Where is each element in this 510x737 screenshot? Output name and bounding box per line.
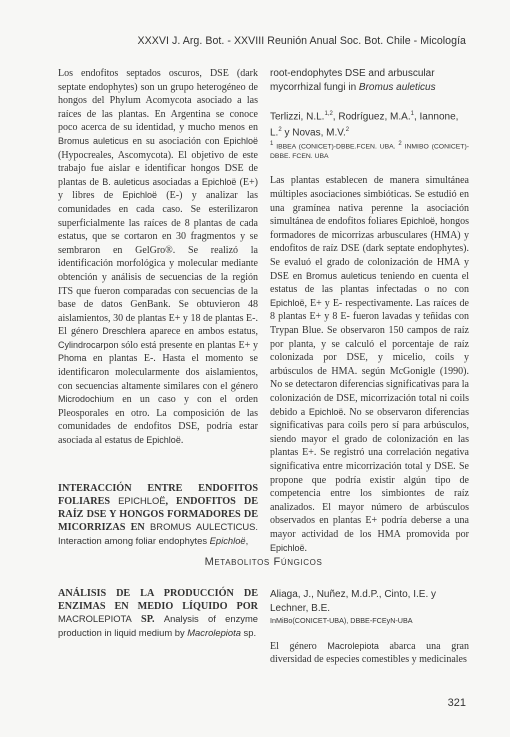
bottom-left-column (58, 588, 258, 640)
taxon-name: Epichloë (270, 297, 305, 308)
title-sans: sp. (240, 626, 257, 638)
taxon-name: Epichloë (223, 135, 258, 146)
macrolepiota-title (58, 588, 258, 640)
title-caps: SP. (131, 614, 164, 626)
text-run: . (180, 435, 184, 447)
taxon-name: B. auleticus (102, 176, 150, 187)
taxon-name: Macrolepiota (187, 626, 241, 638)
macrolepiota-affiliation: InMiBo(CONICET-UBA), DBBE-FCEyN-UBA (270, 616, 413, 626)
continued-title (270, 67, 469, 94)
text-run: , E+ y E- respectivamente. Las raíces de 8 plantas E+ y 8 E- fueron lavadas y teñidas con Trypan Blue. Se observaron 150 campos de raíz por planta, y se calculó el porcentaje de raíz colonizada por DSE, y micelio, coils y arbúsculos de HMA. según McGonigle (1990). No se detectaron diferencias significativas para la colonización de DSE, micorrización total ni coils debido a (270, 297, 469, 418)
running-header: XXXVI J. Arg. Bot. - XXVIII Reunión Anual Soc. Bot. Chile - Micología (137, 35, 466, 47)
text-run: sólo está presente en plantas E+ y (118, 339, 258, 351)
taxon-name: Bromus auleticus (58, 135, 129, 146)
text-run: asociadas a (149, 176, 202, 188)
title-caps: ANÁLISIS DE LA PRODUCCIÓN DE ENZIMAS EN MEDIO LÍQUIDO POR (58, 588, 258, 612)
section-heading: Metabolitos Fúngicos (204, 556, 323, 568)
macrolepiota-authors: Aliaga, J., Nuñez, M.d.P., Cinto, I.E. y Lechner, B.E. (270, 589, 437, 614)
title-sans: , (245, 535, 249, 546)
taxon-name: Microdochium (58, 394, 115, 405)
left-column (58, 67, 258, 549)
taxon-name: Epichloë (201, 176, 237, 187)
text-run: en plantas E-. Hasta el momento se identificaron molecularmente dos aislamientos, con secuencias altamente similares con el género (58, 353, 258, 392)
text-run: Las plantas establecen de manera simultánea múltiples asociaciones simbióticas. Se estudió en una gramínea nativa perenne la asociación simultánea de endofitos foliares (270, 175, 469, 228)
text-run: El género (270, 640, 328, 652)
text-run: . No se observaron diferencias significativas para coils pero sí para arbúsculos, siendo mayor el grado de colonización en las plantas E+. Se registró una correlación negativa significativa entre micorrización total y DSE. Se propone que podría existir algún tipo de competencia entre los simbiontes de raíz analizados. El mayor número de arbúsculos observados en plantas E+ podría deberse a una mayor actividad de los HMA promovida por (270, 406, 469, 540)
affiliations: $^1$ IBBEA (CONICET)-DBBE.FCEN. UBA. $^2$ INMIBO (CONICET)-DBBE. FCEN. UBA (270, 141, 469, 160)
title-caps: INTERACCIÓN ENTRE ENDOFITOS FOLIARES (58, 482, 258, 508)
taxon-name: Bromus auleticus (358, 81, 436, 93)
title-sans: Analysis of enzyme production in liquid medium by (58, 613, 258, 638)
taxon-name: Bromus auleticus (306, 270, 377, 281)
text-run: Los endofitos septados oscuros, DSE (dark septate endophytes) son un grupo heterogéneo de hongos del Phylum Acomycota asociado a las raíces de las plantas. En Argentina se conoce poco acerca de su identidad, y mucho menos en (58, 68, 258, 134)
title-sans: BROMUS AULECTICUS (150, 521, 256, 533)
text-run: (E+) y libres de (58, 176, 258, 202)
text-run: teniendo en cuenta el estatus de las plantas infectadas o no con (270, 270, 469, 296)
text-run: (E-) y analizar las comunidades en cada caso. Se esterilizaron superficialmente las raíces de 8 plantas de cada estatus, que se cortaron en 30 fragmentos y se sembraron en GelGro®. Se realizó la identificación morfológica y molecular mediante obtención y análisis de secuencias de la región ITS que fueron comparadas con secuencias de la base de datos GenBank. Se obtuvieron 48 aislamientos, 30 de plantas E+ y 18 de plantas E-. El género (58, 190, 258, 338)
text-run: . (304, 542, 308, 554)
interaction-abstract (270, 174, 469, 555)
macrolepiota-intro (270, 640, 469, 667)
page-number: 321 (447, 697, 466, 709)
taxon-name: Phoma (58, 353, 87, 364)
authors: Terlizzi, N.L.$^{1,2}$, Rodríguez, M.A.$^1$, Iannone, L.$^2$ y Novas, M.V.$^2$ (270, 111, 459, 139)
title-sans: . Interaction among foliar endophytes (58, 521, 258, 546)
bottom-right-column (270, 588, 469, 667)
dse-abstract (58, 67, 258, 448)
text-run: en un caso y con el orden Pleosporales en otro. La composición de las comunidades de endofitos DSE, podría estar asociada al estatus de (58, 394, 258, 447)
title-sans: MACROLEPIOTA (58, 613, 132, 625)
taxon-name: Cylindrocarpon (58, 339, 119, 350)
taxon-name: Epichloë (122, 190, 158, 201)
text-run: root-endophytes DSE and arbuscular mycorrhizal fungi in (270, 68, 435, 93)
right-column (270, 67, 469, 555)
taxon-name: Epichloë (209, 535, 246, 546)
title-caps: , ENDOFITOS DE RAÍZ DSE Y HONGOS FORMADORES DE MICORRIZAS EN (58, 496, 258, 534)
taxon-name: Epichloë (146, 435, 181, 446)
text-run: aparece en ambos estatus, (145, 326, 258, 338)
text-run: abarca una gran diversidad de especies comestibles y medicinales (270, 640, 469, 666)
taxon-name: Epichloë (308, 406, 344, 417)
taxon-name: Epichloë (400, 216, 435, 227)
taxon-name: Macrolepiota (327, 640, 379, 651)
text-run: en su asociación con (128, 135, 224, 147)
title-sans: EPICHLOË (118, 495, 166, 507)
interaction-title (58, 483, 258, 549)
taxon-name: Epichloë (270, 542, 305, 553)
text-run: , hongos formadores de micorrizas arbusculares (HMA) y endofitos de raíz DSE (dark septate endophytes). Se evaluó el grado de colonización de HMA y DSE en (270, 216, 469, 282)
taxon-name: Dreschlera (102, 326, 146, 337)
text-run: (Hypocreales, Ascomycota). El objetivo de este trabajo fue aislar e identificar hongos DSE de plantas de (58, 149, 258, 188)
